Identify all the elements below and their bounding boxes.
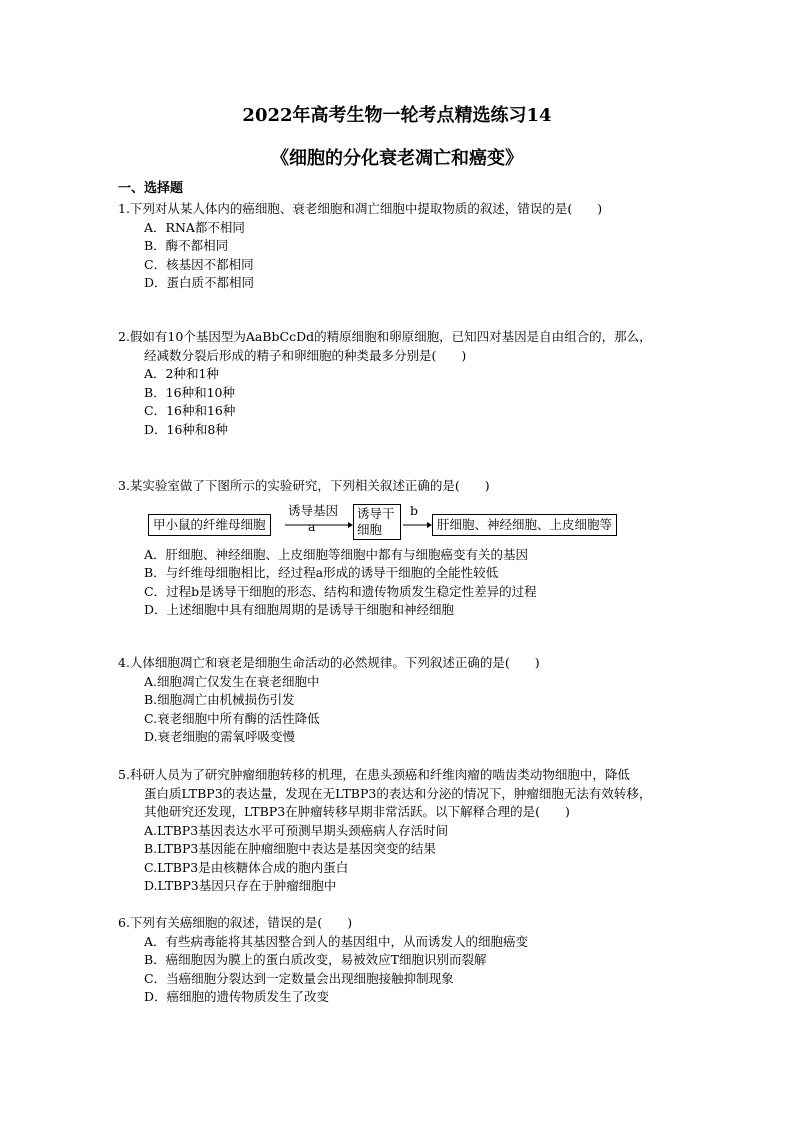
question-stem: 4.人体细胞凋亡和衰老是细胞生命活动的必然规律。下列叙述正确的是( ) (118, 655, 540, 670)
question-stem-continued: 经减数分裂后形成的精子和卵细胞的种类最多分别是( ) (144, 347, 467, 363)
question-stem: 6.下列有关癌细胞的叙述，错误的是( ) (118, 915, 353, 930)
option-a: A．有些病毒能将其基因整合到人的基因组中，从而诱发人的细胞癌变 (144, 933, 529, 949)
option-b: B.LTBP3基因能在肿瘤细胞中表达是基因突变的结果 (144, 841, 436, 856)
question-stem: 2.假如有10个基因型为AaBbCcDd的精原细胞和卵原细胞，已知四对基因是自由组合的，那么， (118, 329, 652, 344)
option-b: B.细胞凋亡由机械损伤引发 (144, 692, 295, 707)
page-subtitle: 《细胞的分化衰老凋亡和癌变》 (271, 148, 523, 169)
question-6 (118, 914, 708, 1007)
option-d: D．上述细胞中具有细胞周期的是诱导干细胞和神经细胞 (144, 602, 455, 617)
option-a: A．RNA都不相同 (144, 219, 245, 235)
induced-stem-cell-box: 诱导干细胞 (353, 504, 401, 540)
process-a-label: a (308, 518, 316, 534)
question-stem: 3.某实验室做了下图所示的实验研究，下列相关叙述正确的是( ) (118, 478, 490, 493)
option-c: C.LTBP3是由核糖体合成的胞内蛋白 (144, 859, 349, 875)
option-a: A.细胞凋亡仅发生在衰老细胞中 (144, 673, 320, 689)
option-b: B．16种和10种 (144, 384, 235, 400)
option-d: D．蛋白质不都相同 (144, 275, 255, 290)
option-b: B．酶不都相同 (144, 238, 229, 253)
question-stem-continued: 蛋白质LTBP3的表达量，发现在无LTBP3的表达和分泌的情况下，肿瘤细胞无法有效转移， (144, 785, 652, 801)
option-c: C.衰老细胞中所有酶的活性降低 (144, 710, 320, 726)
option-d: D．癌细胞的遗传物质发生了改变 (144, 989, 330, 1004)
option-b: B．癌细胞因为膜上的蛋白质改变，易被效应T细胞识别而裂解 (144, 952, 487, 967)
page-title: 2022年高考生物一轮考点精选练习14 (242, 105, 552, 126)
option-b: B．与纤维母细胞相比，经过程a形成的诱导干细胞的全能性较低 (144, 565, 499, 580)
option-d: D．16种和8种 (144, 421, 228, 437)
question-stem: 5.科研人员为了研究肿瘤细胞转移的机理，在患头颈癌和纤维肉瘤的啮齿类动物细胞中，降低 (118, 767, 630, 782)
option-c: C．过程b是诱导干细胞的形态、结构和遗传物质发生稳定性差异的过程 (144, 583, 537, 599)
fibroblast-box: 甲小鼠的纤维母细胞 (148, 514, 271, 536)
question-4 (118, 654, 708, 747)
section-heading: 一、选择题 (118, 181, 184, 196)
question-stem: 1.下列对从某人体内的癌细胞、衰老细胞和凋亡细胞中提取物质的叙述，错误的是( ) (118, 201, 603, 216)
question-5 (118, 766, 708, 896)
option-d: D.LTBP3基因只存在于肿瘤细胞中 (144, 878, 337, 893)
question-2 (118, 328, 708, 439)
process-b-label: b (410, 502, 419, 518)
induction-gene-label: 诱导基因 (288, 502, 339, 518)
question-stem-continued-2: 其他研究还发现，LTBP3在肿瘤转移早期非常活跃。以下解释合理的是( ) (144, 804, 570, 819)
question-1 (118, 200, 708, 293)
differentiated-cells-box: 肝细胞、神经细胞、上皮细胞等 (432, 514, 617, 536)
option-a: A.LTBP3基因表达水平可预测早期头颈癌病人存活时间 (144, 822, 449, 838)
option-d: D.衰老细胞的需氧呼吸变慢 (144, 729, 296, 744)
option-a: A．2种和1种 (144, 366, 219, 381)
question-3 (118, 477, 708, 620)
flow-diagram (148, 502, 708, 542)
option-c: C．核基因不都相同 (144, 256, 254, 272)
option-a: A．肝细胞、神经细胞、上皮细胞等细胞中都有与细胞癌变有关的基因 (144, 546, 529, 562)
option-c: C．16种和16种 (144, 403, 236, 418)
option-c: C．当癌细胞分裂达到一定数量会出现细胞接触抑制现象 (144, 970, 454, 986)
